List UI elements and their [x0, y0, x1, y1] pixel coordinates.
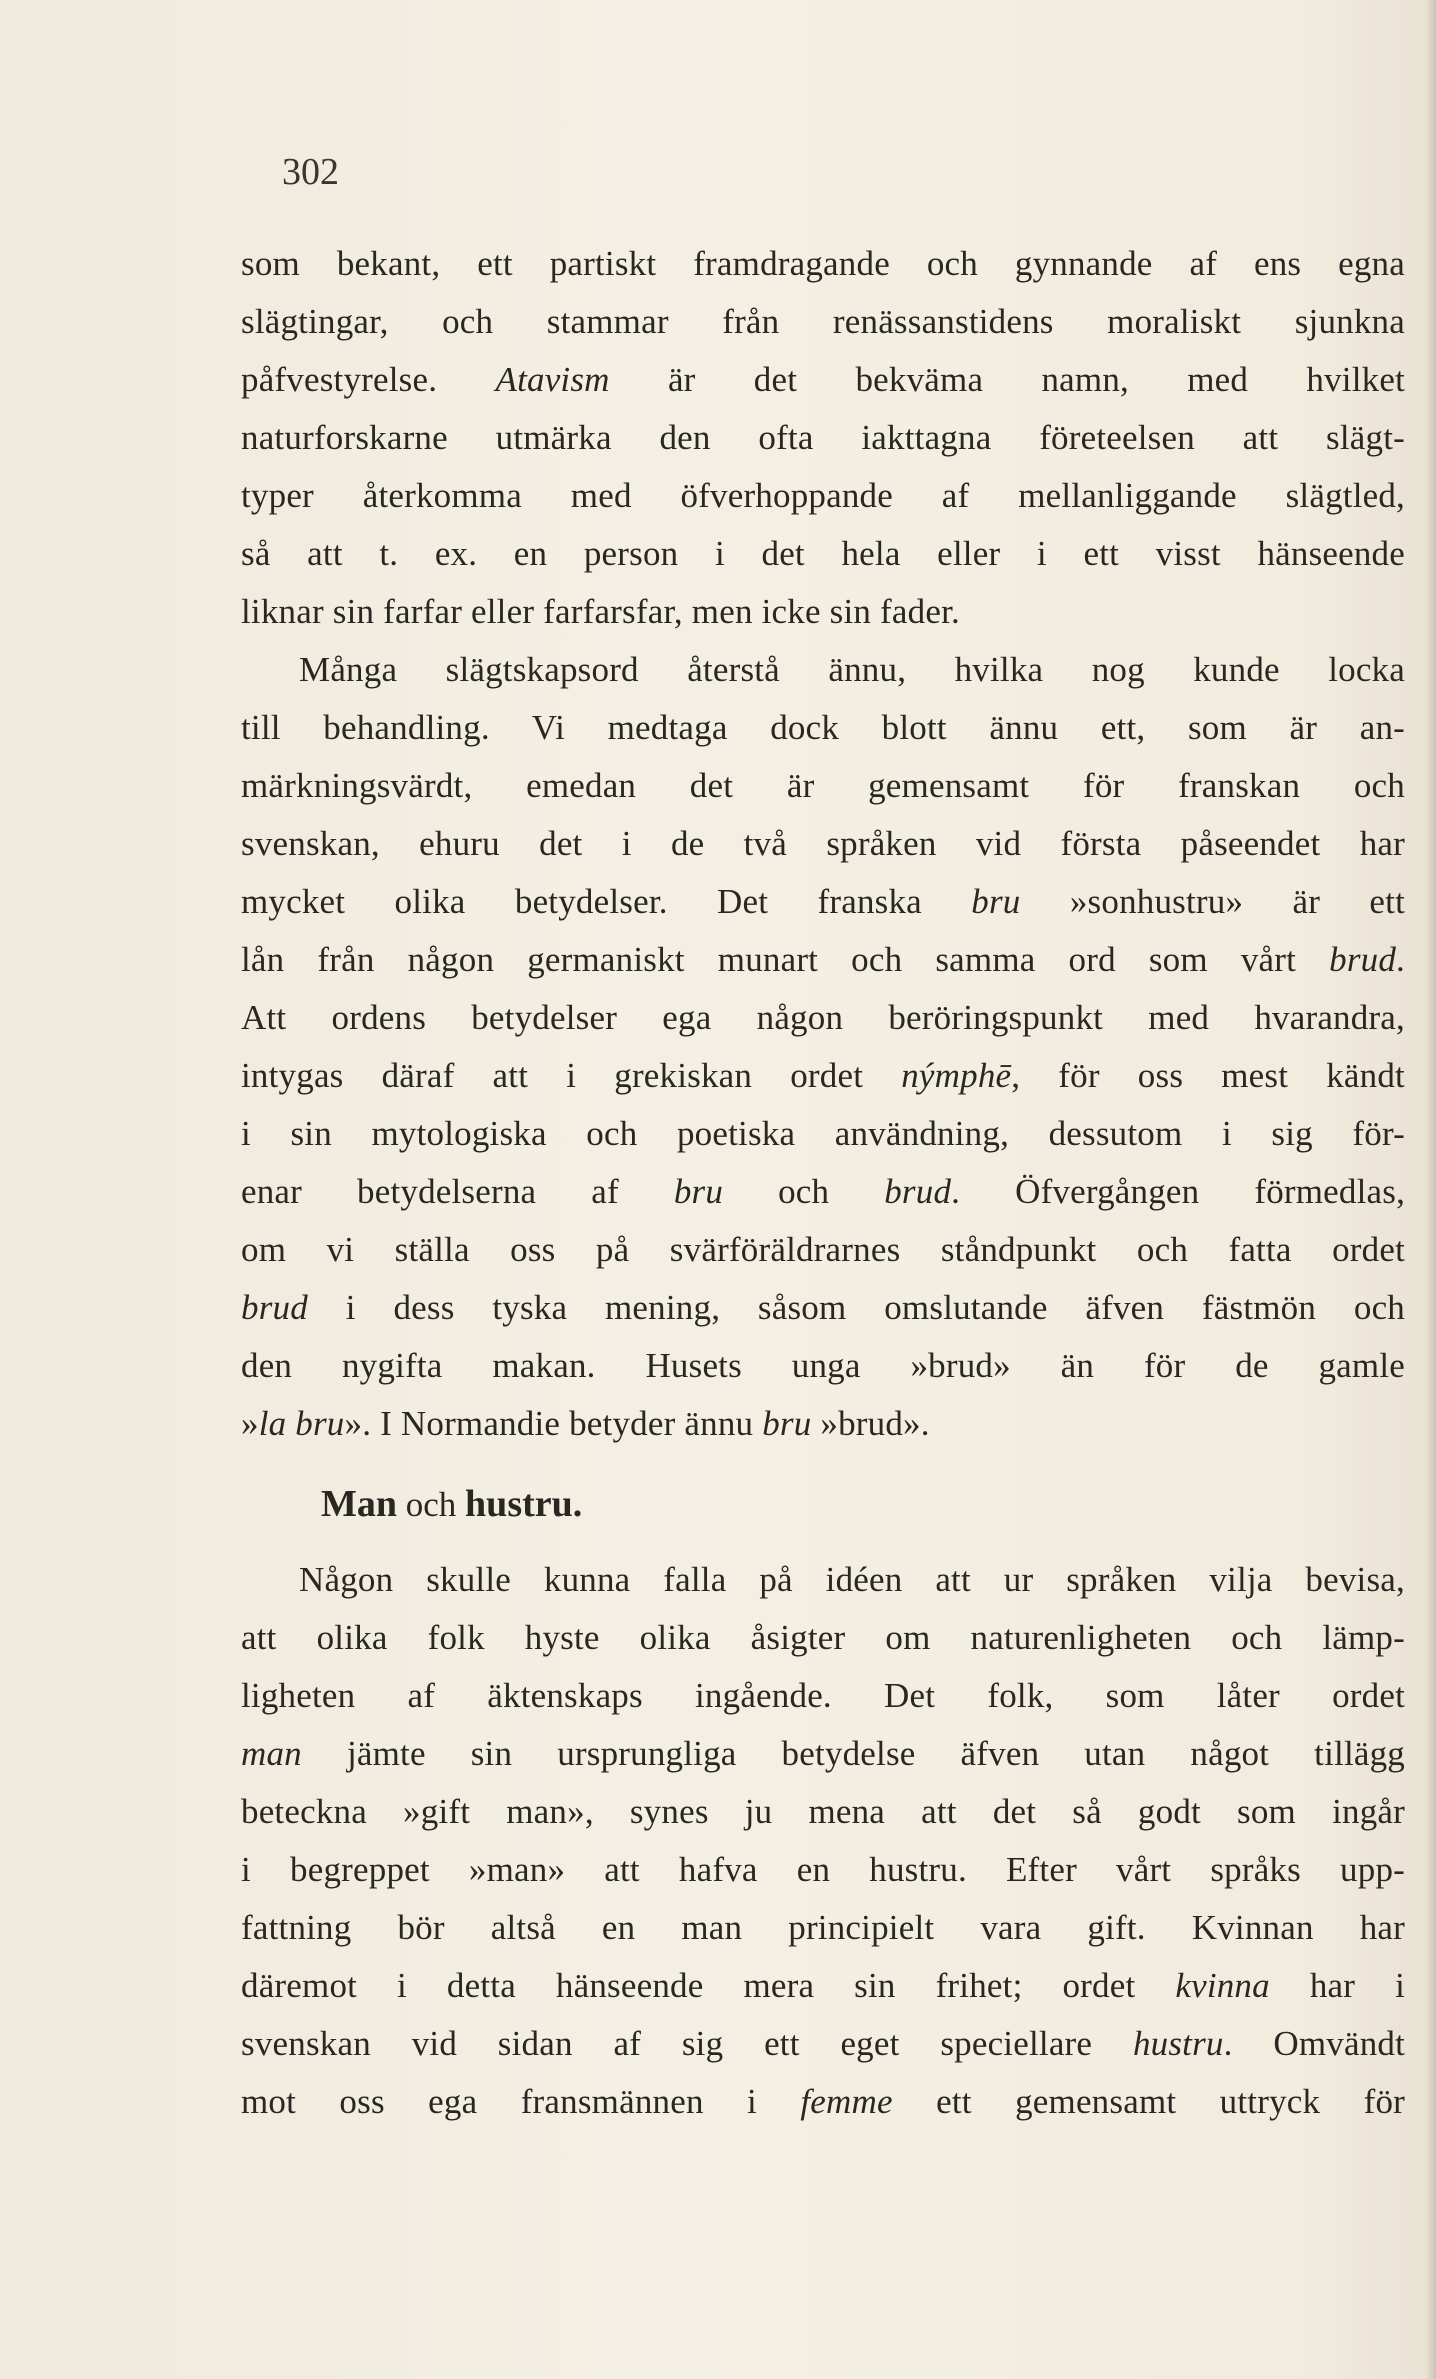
- text-line: naturforskarne utmärka den ofta iakttagna företeelsen att slägt-: [241, 418, 1405, 457]
- text-line: »la bru». I Normandie betyder ännu bru »brud».: [241, 1404, 930, 1443]
- text-line: som bekant, ett partiskt framdragande och gynnande af ens egna: [241, 244, 1405, 283]
- text-line: till behandling. Vi medtaga dock blott ännu ett, som är an-: [241, 708, 1405, 747]
- text-line: den nygifta makan. Husets unga »brud» än för de gamle: [241, 1346, 1405, 1385]
- text-line: så att t. ex. en person i det hela eller i ett visst hänseende: [241, 534, 1405, 573]
- text-line: Någon skulle kunna falla på idéen att ur språken vilja bevisa,: [299, 1560, 1405, 1599]
- text-line: brud i dess tyska mening, såsom omslutande äfven fästmön och: [241, 1288, 1406, 1327]
- text-line: typer återkomma med öfverhoppande af mellanliggande slägtled,: [241, 476, 1405, 515]
- italic-term: femme: [800, 2082, 893, 2121]
- text-line: Många slägtskapsord återstå ännu, hvilka nog kunde locka: [299, 650, 1405, 689]
- italic-term: nýmphē: [901, 1056, 1012, 1095]
- text-line: om vi ställa oss på svärföräldrarnes ståndpunkt och fatta ordet: [241, 1230, 1405, 1269]
- text-line: ligheten af äktenskaps ingående. Det folk, som låter ordet: [241, 1676, 1405, 1715]
- italic-term: brud: [884, 1172, 952, 1211]
- text-line: lån från någon germaniskt munart och samma ord som vårt brud.: [241, 940, 1405, 979]
- section-heading: Man och hustru.: [321, 1483, 583, 1525]
- italic-term: bru: [971, 882, 1021, 921]
- text-line: i begreppet »man» att hafva en hustru. Efter vårt språks upp-: [241, 1850, 1405, 1889]
- text-line: däremot i detta hänseende mera sin frihet; ordet kvinna har i: [241, 1966, 1405, 2005]
- text-line: intygas däraf att i grekiskan ordet nýmphē, för oss mest kändt: [241, 1056, 1405, 1095]
- text-line: att olika folk hyste olika åsigter om naturenligheten och lämp-: [241, 1618, 1405, 1657]
- italic-term: bru: [673, 1172, 724, 1211]
- text-line: påfvestyrelse. Atavism är det bekväma namn, med hvilket: [241, 360, 1405, 399]
- text-line: man jämte sin ursprungliga betydelse äfven utan något tillägg: [241, 1734, 1406, 1773]
- text-line: fattning bör altså en man principielt vara gift. Kvinnan har: [241, 1908, 1405, 1947]
- page-edge-shadow: [1426, 0, 1436, 2379]
- text-line: mycket olika betydelser. Det franska bru »sonhustru» är ett: [241, 882, 1406, 921]
- text-line: Att ordens betydelser ega någon beröringspunkt med hvarandra,: [241, 998, 1405, 1037]
- text-line: mot oss ega fransmännen i femme ett gemensamt uttryck för: [241, 2082, 1406, 2121]
- text-line: liknar sin farfar eller farfarsfar, men icke sin fader.: [241, 592, 960, 631]
- page-number: 302: [282, 151, 339, 193]
- text-line: svenskan, ehuru det i de två språken vid första påseendet har: [241, 824, 1405, 863]
- italic-term: man: [241, 1734, 302, 1773]
- italic-term: bru: [762, 1404, 812, 1443]
- text-line: svenskan vid sidan af sig ett eget speciellare hustru. Omvändt: [241, 2024, 1406, 2063]
- italic-term: hustru: [1132, 2024, 1224, 2063]
- text-line: beteckna »gift man», synes ju mena att det så godt som ingår: [241, 1792, 1405, 1831]
- body-text: [241, 235, 1405, 2131]
- italic-term: Atavism: [495, 360, 610, 399]
- italic-term: kvinna: [1175, 1966, 1270, 2005]
- italic-term: la bru: [258, 1404, 345, 1443]
- italic-term: brud: [241, 1288, 308, 1327]
- text-line: i sin mytologiska och poetiska användning, dessutom i sig för-: [241, 1114, 1405, 1153]
- text-line: slägtingar, och stammar från renässanstidens moraliskt sjunkna: [241, 302, 1405, 341]
- text-line: märkningsvärdt, emedan det är gemensamt för franskan och: [241, 766, 1405, 805]
- italic-term: brud: [1329, 940, 1397, 979]
- text-line: enar betydelserna af bru och brud. Öfvergången förmedlas,: [241, 1172, 1406, 1211]
